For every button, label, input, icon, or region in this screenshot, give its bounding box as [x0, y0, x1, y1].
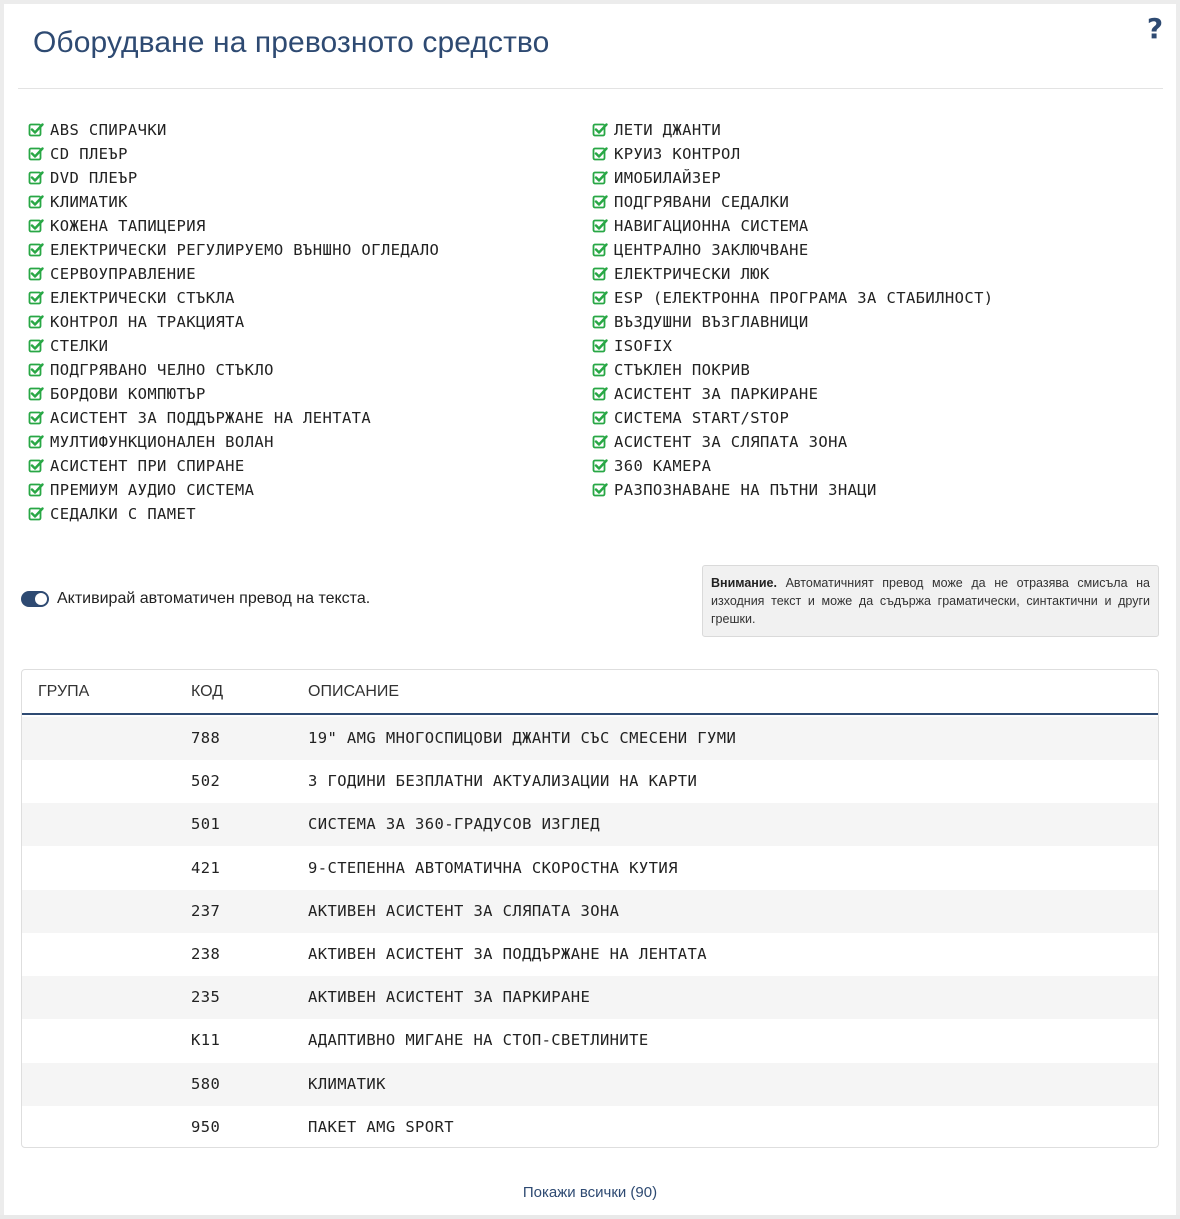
equipment-item [28, 190, 439, 214]
equipment-item [28, 166, 439, 190]
equipment-item-label: ESP (ЕЛЕКТРОННА ПРОГРАМА ЗА СТАБИЛНОСТ) [614, 289, 994, 307]
equipment-item [592, 166, 994, 190]
check-icon [28, 146, 44, 162]
check-icon [592, 122, 608, 138]
equipment-item [592, 406, 994, 430]
row-description: АКТИВЕН АСИСТЕНТ ЗА ПАРКИРАНЕ [308, 988, 591, 1007]
check-icon [592, 314, 608, 330]
check-icon [28, 386, 44, 402]
equipment-item [592, 334, 994, 358]
equipment-item-label: МУЛТИФУНКЦИОНАЛЕН ВОЛАН [50, 433, 274, 451]
check-icon [28, 314, 44, 330]
warning-text: Автоматичният превод може да не отразява смисъла на изходния текст и може да съдържа граматически, синтактични и други грешки. [711, 576, 1150, 626]
equipment-item [592, 430, 994, 454]
equipment-item-label: БОРДОВИ КОМПЮТЪР [50, 385, 206, 403]
auto-translate-label: Активирай автоматичен превод на текста. [57, 590, 371, 607]
check-icon [28, 170, 44, 186]
equipment-item [28, 334, 439, 358]
equipment-item [592, 262, 994, 286]
equipment-item-label: ВЪЗДУШНИ ВЪЗГЛАВНИЦИ [614, 313, 809, 331]
check-icon [28, 266, 44, 282]
check-icon [592, 194, 608, 210]
equipment-item-label: ПОДГРЯВАНИ СЕДАЛКИ [614, 193, 790, 211]
equipment-item [592, 142, 994, 166]
warning-title: Внимание. [711, 576, 777, 590]
table-row [22, 847, 1158, 890]
check-icon [28, 242, 44, 258]
equipment-item-label: ЕЛЕКТРИЧЕСКИ СТЪКЛА [50, 289, 235, 307]
row-description: КЛИМАТИК [308, 1074, 386, 1093]
equipment-item [592, 214, 994, 238]
equipment-item-label: DVD ПЛЕЪР [50, 169, 138, 187]
equipment-item-label: 360 КАМЕРА [614, 457, 712, 475]
equipment-item [28, 118, 439, 142]
equipment-item [28, 142, 439, 166]
equipment-item-label: ISOFIX [614, 337, 673, 355]
equipment-item [28, 310, 439, 334]
table-row [22, 1106, 1158, 1148]
row-description: АКТИВЕН АСИСТЕНТ ЗА ПОДДЪРЖАНЕ НА ЛЕНТАТА [308, 945, 708, 963]
equipment-item-label: НАВИГАЦИОННА СИСТЕМА [614, 217, 809, 235]
check-icon [592, 362, 608, 378]
equipment-item [592, 238, 994, 262]
toggle-knob [35, 593, 47, 605]
row-code: 580 [191, 1074, 221, 1093]
row-code: K11 [191, 1031, 221, 1050]
header-description: ОПИСАНИЕ [308, 683, 400, 700]
header-code: КОД [191, 683, 224, 700]
table-row [22, 1019, 1158, 1062]
equipment-item [28, 502, 439, 526]
row-description: 9-СТЕПЕННА АВТОМАТИЧНА СКОРОСТНА КУТИЯ [308, 858, 678, 877]
equipment-item [592, 190, 994, 214]
equipment-item [592, 286, 994, 310]
equipment-item-label: ЦЕНТРАЛНО ЗАКЛЮЧВАНЕ [614, 241, 809, 259]
show-all-link[interactable]: Покажи всички (90) [522, 1184, 658, 1201]
equipment-item-label: ЛЕТИ ДЖАНТИ [614, 121, 722, 139]
translation-warning [702, 565, 1159, 637]
auto-translate-toggle[interactable] [21, 591, 49, 607]
table-row [22, 717, 1158, 760]
check-icon [28, 290, 44, 306]
equipment-item-label: ПОДГРЯВАНО ЧЕЛНО СТЪКЛО [50, 361, 274, 379]
row-description: АДАПТИВНО МИГАНЕ НА СТОП-СВЕТЛИНИТЕ [308, 1031, 649, 1050]
help-icon[interactable]: ? [1146, 12, 1164, 45]
check-icon [592, 266, 608, 282]
row-description: АКТИВЕН АСИСТЕНТ ЗА СЛЯПАТА ЗОНА [308, 901, 620, 920]
equipment-item-label: ПРЕМИУМ АУДИО СИСТЕМА [50, 481, 255, 499]
row-code: 235 [191, 988, 221, 1007]
equipment-item-label: СИСТЕМА START/STOP [614, 409, 790, 427]
check-icon [592, 290, 608, 306]
row-description: ПАКЕТ AMG SPORT [308, 1117, 454, 1136]
check-icon [592, 338, 608, 354]
equipment-item [28, 214, 439, 238]
equipment-item-label: КОНТРОЛ НА ТРАКЦИЯТА [50, 313, 245, 331]
check-icon [28, 362, 44, 378]
equipment-column-left [28, 118, 439, 526]
table-header [22, 670, 1158, 715]
table-row [22, 933, 1158, 976]
equipment-item-label: ИМОБИЛАЙЗЕР [614, 169, 722, 187]
equipment-item-label: АСИСТЕНТ ПРИ СПИРАНЕ [50, 457, 245, 475]
check-icon [592, 482, 608, 498]
equipment-item [592, 454, 994, 478]
equipment-item [28, 406, 439, 430]
check-icon [28, 218, 44, 234]
page-title: Оборудване на превозното средство [33, 26, 550, 59]
check-icon [28, 482, 44, 498]
equipment-item-label: КЛИМАТИК [50, 193, 128, 211]
check-icon [592, 146, 608, 162]
check-icon [28, 122, 44, 138]
equipment-item-label: СТЪКЛЕН ПОКРИВ [614, 361, 751, 379]
equipment-item [28, 430, 439, 454]
check-icon [592, 242, 608, 258]
equipment-item [28, 358, 439, 382]
equipment-item [592, 118, 994, 142]
row-code: 950 [191, 1117, 221, 1136]
frame-right-edge [1176, 0, 1180, 1219]
header-group: ГРУПА [38, 683, 90, 700]
frame-left-edge [0, 0, 4, 1219]
check-icon [592, 170, 608, 186]
equipment-item-label: АСИСТЕНТ ЗА ПОДДЪРЖАНЕ НА ЛЕНТАТА [50, 409, 372, 427]
check-icon [28, 506, 44, 522]
frame-bottom-edge [0, 1215, 1180, 1219]
equipment-item [28, 262, 439, 286]
equipment-item [28, 238, 439, 262]
equipment-item [28, 454, 439, 478]
equipment-item-label: СЕРВОУПРАВЛЕНИЕ [50, 265, 196, 283]
table-row [22, 890, 1158, 933]
row-code: 788 [191, 729, 221, 747]
check-icon [28, 338, 44, 354]
equipment-item-label: ЕЛЕКТРИЧЕСКИ РЕГУЛИРУЕМО ВЪНШНО ОГЛЕДАЛО [50, 241, 440, 259]
row-description: 3 ГОДИНИ БЕЗПЛАТНИ АКТУАЛИЗАЦИИ НА КАРТИ [308, 772, 698, 791]
row-code: 238 [191, 945, 221, 963]
equipment-item [28, 286, 439, 310]
row-code: 502 [191, 772, 221, 791]
equipment-item-label: ABS СПИРАЧКИ [50, 121, 167, 139]
check-icon [28, 458, 44, 474]
equipment-item [592, 382, 994, 406]
row-code: 501 [191, 815, 221, 834]
table-row [22, 1063, 1158, 1106]
equipment-item [592, 310, 994, 334]
table-row [22, 760, 1158, 803]
check-icon [592, 434, 608, 450]
equipment-item [28, 478, 439, 502]
equipment-item-label: CD ПЛЕЪР [50, 145, 128, 163]
equipment-item [28, 382, 439, 406]
auto-translate-row [21, 590, 370, 608]
equipment-item-label: СТЕЛКИ [50, 337, 109, 355]
row-description: СИСТЕМА ЗА 360-ГРАДУСОВ ИЗГЛЕД [308, 815, 600, 834]
row-description: 19" AMG МНОГОСПИЦОВИ ДЖАНТИ СЪС СМЕСЕНИ ГУМИ [308, 729, 737, 747]
equipment-item-label: АСИСТЕНТ ЗА ПАРКИРАНЕ [614, 385, 819, 403]
check-icon [592, 410, 608, 426]
frame-top-edge [0, 0, 1180, 4]
equipment-item-label: СЕДАЛКИ С ПАМЕТ [50, 505, 196, 523]
check-icon [28, 194, 44, 210]
row-code: 237 [191, 901, 221, 920]
check-icon [28, 410, 44, 426]
equipment-table [21, 669, 1159, 1148]
table-row [22, 976, 1158, 1019]
check-icon [592, 386, 608, 402]
check-icon [592, 458, 608, 474]
equipment-item-label: КОЖЕНА ТАПИЦЕРИЯ [50, 217, 206, 235]
check-icon [28, 434, 44, 450]
title-divider [18, 88, 1163, 89]
table-row [22, 803, 1158, 846]
row-code: 421 [191, 858, 221, 877]
equipment-item-label: ЕЛЕКТРИЧЕСКИ ЛЮК [614, 265, 770, 283]
check-icon [592, 218, 608, 234]
equipment-column-right [592, 118, 994, 502]
equipment-item-label: АСИСТЕНТ ЗА СЛЯПАТА ЗОНА [614, 433, 848, 451]
equipment-item-label: КРУИЗ КОНТРОЛ [614, 145, 741, 163]
equipment-item [592, 358, 994, 382]
equipment-item-label: РАЗПОЗНАВАНЕ НА ПЪТНИ ЗНАЦИ [614, 481, 877, 499]
equipment-item [592, 478, 994, 502]
